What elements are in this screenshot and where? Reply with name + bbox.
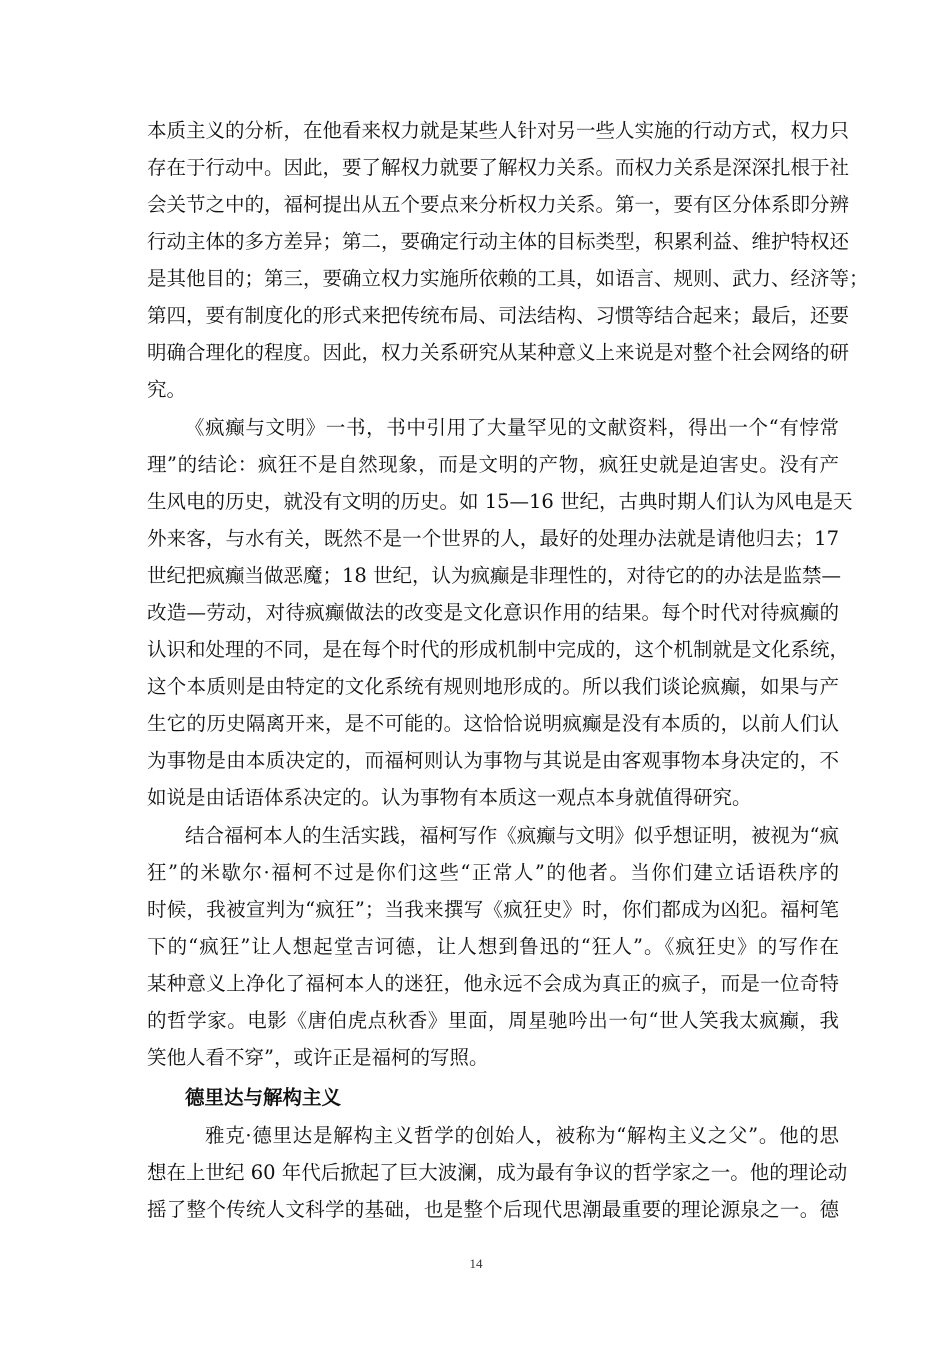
page-number: 14 [469, 1256, 483, 1271]
text-line: 笑他人看不穿”，或许正是福柯的写照。 [147, 1046, 489, 1069]
text-line: 外来客，与水有关，既然不是一个世界的人，最好的处理办法就是请他归去；17 [147, 527, 839, 550]
text-line: 如说是由话语体系决定的。认为事物有本质这一观点本身就值得研究。 [147, 786, 752, 809]
text-line: 生它的历史隔离开来，是不可能的。这恰恰说明疯癫是没有本质的，以前人们认 [147, 712, 839, 735]
text-line: 的哲学家。电影《唐伯虎点秋香》里面，周星驰吟出一句“世人笑我太疯癫，我 [147, 1009, 839, 1032]
section-heading: 德里达与解构主义 [185, 1086, 342, 1109]
text-line: 为事物是由本质决定的，而福柯则认为事物与其说是由客观事物本身决定的，不 [147, 749, 839, 772]
text-line: 想在上世纪 60 年代后掀起了巨大波澜，成为最有争议的哲学家之一。他的理论动 [147, 1161, 848, 1184]
text-line: 摇了整个传统人文科学的基础，也是整个后现代思潮最重要的理论源泉之一。德 [147, 1198, 839, 1221]
text-line: 第四，要有制度化的形式来把传统布局、司法结构、习惯等结合起来；最后，还要 [147, 304, 850, 327]
text-line: 究。 [147, 378, 187, 401]
text-line: 这个本质则是由特定的文化系统有规则地形成的。所以我们谈论疯癫，如果与产 [147, 675, 839, 698]
text-line: 下的“疯狂”让人想起堂吉诃德，让人想到鲁迅的“狂人”。《疯狂史》的写作在 [147, 935, 839, 958]
text-line: 生风电的历史，就没有文明的历史。如 15—16 世纪，古典时期人们认为风电是天 [147, 490, 853, 513]
text-line: 行动主体的多方差异；第二，要确定行动主体的目标类型，积累利益、维护特权还 [147, 230, 850, 253]
text-line: 雅克·德里达是解构主义哲学的创始人，被称为“解构主义之父”。他的思 [205, 1124, 839, 1147]
text-line: 存在于行动中。因此，要了解权力就要了解权力关系。而权力关系是深深扎根于社 [147, 156, 850, 179]
text-line: 狂”的米歇尔·福柯不过是你们这些“正常人”的他者。当你们建立话语秩序的 [147, 861, 839, 884]
text-line: 本质主义的分析，在他看来权力就是某些人针对另一些人实施的行动方式，权力只 [147, 119, 850, 142]
text-line: 认识和处理的不同，是在每个时代的形成机制中完成的，这个机制就是文化系统， [147, 638, 850, 661]
text-line: 《疯癫与文明》一书，书中引用了大量罕见的文献资料，得出一个“有悖常 [185, 416, 839, 439]
text-line: 时候，我被宣判为“疯狂”；当我来撰写《疯狂史》时，你们都成为凶犯。福柯笔 [147, 898, 839, 921]
text-line: 理”的结论：疯狂不是自然现象，而是文明的产物，疯狂史就是迫害史。没有产 [147, 453, 839, 476]
text-line: 改造—劳动，对待疯癫做法的改变是文化意识作用的结果。每个时代对待疯癫的 [147, 601, 839, 624]
text-line: 某种意义上净化了福柯本人的迷狂，他永远不会成为真正的疯子，而是一位奇特 [147, 972, 839, 995]
text-line: 是其他目的；第三，要确立权力实施所依赖的工具，如语言、规则、武力、经济等； [147, 267, 869, 290]
text-line: 结合福柯本人的生活实践，福柯写作《疯癫与文明》似乎想证明，被视为“疯 [185, 824, 839, 847]
text-line: 明确合理化的程度。因此，权力关系研究从某种意义上来说是对整个社会网络的研 [147, 341, 850, 364]
text-line: 世纪把疯癫当做恶魔；18 世纪，认为疯癫是非理性的，对待它的的办法是监禁— [147, 564, 842, 587]
text-line: 会关节之中的，福柯提出从五个要点来分析权力关系。第一，要有区分体系即分辨 [147, 193, 850, 216]
